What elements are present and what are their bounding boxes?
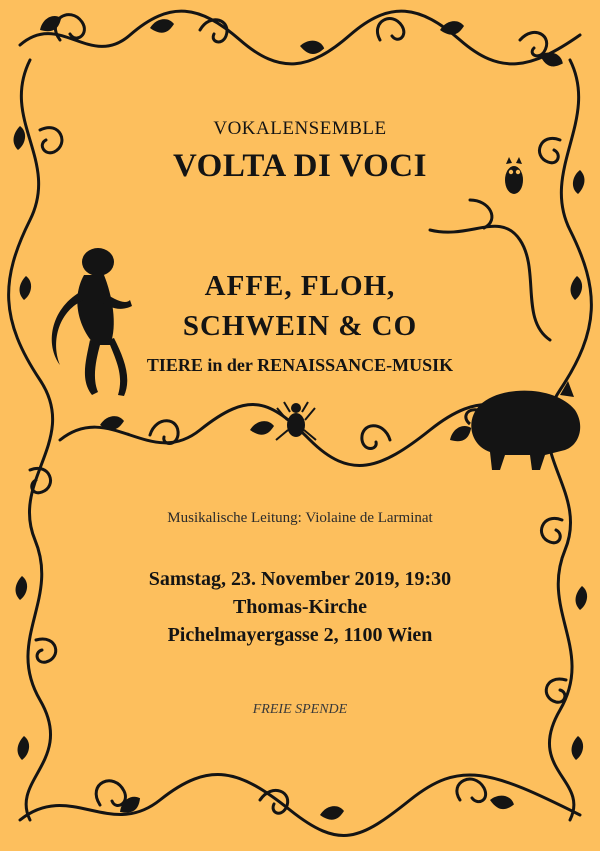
ensemble-name: VOLTA DI VOCI [173, 148, 427, 184]
event-venue: Thomas-Kirche [232, 596, 368, 618]
concert-title-line-1: AFFE, FLOH, [204, 270, 396, 302]
pig-illustration [466, 381, 580, 470]
donation-note: FREIE SPENDE [252, 702, 348, 717]
event-address: Pichelmayergasse 2, 1100 Wien [167, 624, 433, 646]
flea-illustration [276, 402, 316, 440]
concert-subtitle: TIERE in der RENAISSANCE-MUSIK [146, 355, 454, 375]
musical-direction: Musikalische Leitung: Violaine de Larminat [167, 510, 433, 526]
concert-title-line-2: SCHWEIN & CO [182, 310, 418, 342]
ensemble-label: VOKALENSEMBLE [213, 118, 387, 139]
event-date: Samstag, 23. November 2019, 19:30 [148, 568, 452, 590]
